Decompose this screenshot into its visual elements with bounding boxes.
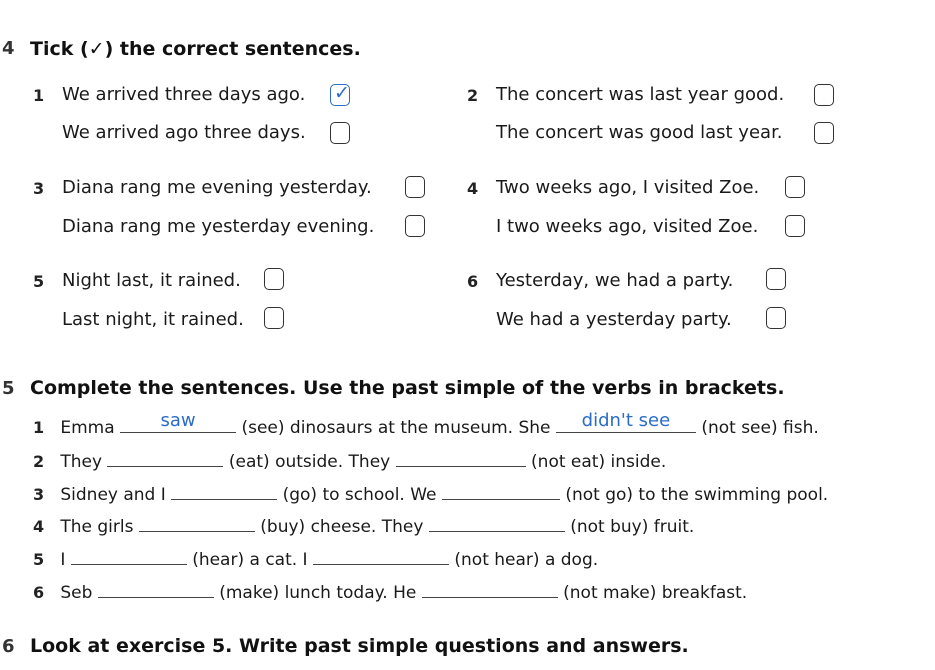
row-number: 2 <box>33 452 45 471</box>
blank-2[interactable] <box>313 548 449 565</box>
row-subject: The girls <box>60 517 134 537</box>
exercise-5-number: 5 <box>2 378 15 399</box>
item-6b-checkbox[interactable] <box>766 307 786 329</box>
row-number: 4 <box>33 517 45 536</box>
item-5b-checkbox[interactable] <box>264 307 284 329</box>
item-4a-checkbox[interactable] <box>785 176 805 198</box>
exercise-6-number: 6 <box>2 636 15 657</box>
item-2-sentence-a: The concert was last year good. <box>496 84 785 105</box>
row-verb-1: (make) lunch today. He <box>219 583 417 603</box>
blank-2[interactable] <box>396 450 526 467</box>
gapfill-row-5 <box>33 548 598 570</box>
row-subject: Seb <box>60 583 93 603</box>
blank-2[interactable] <box>442 483 560 500</box>
item-1b-checkbox[interactable] <box>330 122 350 144</box>
item-3-sentence-b: Diana rang me yesterday evening. <box>62 216 375 237</box>
item-1-sentence-a: We arrived three days ago. <box>62 84 306 105</box>
row-number: 3 <box>33 485 45 504</box>
exercise-4-number: 4 <box>2 38 15 59</box>
item-4-sentence-a: Two weeks ago, I visited Zoe. <box>496 177 760 198</box>
answer-2: didn't see <box>581 410 671 431</box>
gapfill-row-6 <box>33 581 747 603</box>
row-verb-2: (not go) to the swimming pool. <box>565 485 829 505</box>
item-2-sentence-b: The concert was good last year. <box>496 122 783 143</box>
exercise-4-title: Tick (✓) the correct sentences. <box>30 38 361 60</box>
blank-1[interactable] <box>171 483 277 500</box>
row-subject: I <box>60 550 66 570</box>
item-3a-checkbox[interactable] <box>405 176 425 198</box>
gapfill-row-2 <box>33 450 666 472</box>
row-verb-2: (not hear) a dog. <box>454 550 599 570</box>
row-verb-2: (not see) fish. <box>701 418 819 438</box>
row-verb-2: (not buy) fruit. <box>570 517 695 537</box>
row-number: 5 <box>33 550 45 569</box>
row-verb-1: (hear) a cat. I <box>192 550 308 570</box>
item-2b-checkbox[interactable] <box>814 122 834 144</box>
row-subject: Sidney and I <box>60 485 166 505</box>
gapfill-row-1 <box>33 410 819 438</box>
blank-1[interactable] <box>107 450 223 467</box>
item-4-number: 4 <box>467 179 479 198</box>
row-verb-1: (go) to school. We <box>282 485 437 505</box>
item-4-sentence-b: I two weeks ago, visited Zoe. <box>496 216 759 237</box>
item-4b-checkbox[interactable] <box>785 215 805 237</box>
item-6-sentence-b: We had a yesterday party. <box>496 309 732 330</box>
item-6-sentence-a: Yesterday, we had a party. <box>496 270 734 291</box>
item-3-sentence-a: Diana rang me evening yesterday. <box>62 177 372 198</box>
row-number: 6 <box>33 583 45 602</box>
blank-2[interactable] <box>422 581 558 598</box>
item-1a-checkbox[interactable] <box>330 84 350 106</box>
row-verb-1: (eat) outside. They <box>228 452 391 472</box>
item-2a-checkbox[interactable] <box>814 84 834 106</box>
item-5-sentence-b: Last night, it rained. <box>62 309 244 330</box>
blank-2[interactable] <box>429 515 565 532</box>
gapfill-row-3 <box>33 483 828 505</box>
item-3-number: 3 <box>33 179 45 198</box>
blank-2[interactable] <box>556 410 696 433</box>
item-3b-checkbox[interactable] <box>405 215 425 237</box>
blank-1[interactable] <box>71 548 187 565</box>
row-verb-1: (buy) cheese. They <box>260 517 424 537</box>
item-5-number: 5 <box>33 272 45 291</box>
item-5a-checkbox[interactable] <box>264 268 284 290</box>
exercise-5-title: Complete the sentences. Use the past simple of the verbs in brackets. <box>30 377 785 399</box>
item-1-sentence-b: We arrived ago three days. <box>62 122 306 143</box>
row-subject: Emma <box>60 418 115 438</box>
item-1-number: 1 <box>33 86 45 105</box>
gapfill-row-4 <box>33 515 694 537</box>
item-6-number: 6 <box>467 272 479 291</box>
row-number: 1 <box>33 418 45 437</box>
exercise-6-title: Look at exercise 5. Write past simple questions and answers. <box>30 635 689 657</box>
blank-1[interactable] <box>139 515 255 532</box>
row-verb-2: (not make) breakfast. <box>563 583 748 603</box>
row-subject: They <box>60 452 103 472</box>
item-6a-checkbox[interactable] <box>766 268 786 290</box>
blank-1[interactable] <box>98 581 214 598</box>
tick-icon: ✓ <box>334 82 350 104</box>
item-5-sentence-a: Night last, it rained. <box>62 270 241 291</box>
row-verb-1: (see) dinosaurs at the museum. She <box>241 418 551 438</box>
item-2-number: 2 <box>467 86 479 105</box>
row-verb-2: (not eat) inside. <box>531 452 667 472</box>
answer-1: saw <box>160 410 196 431</box>
blank-1[interactable] <box>120 410 236 433</box>
